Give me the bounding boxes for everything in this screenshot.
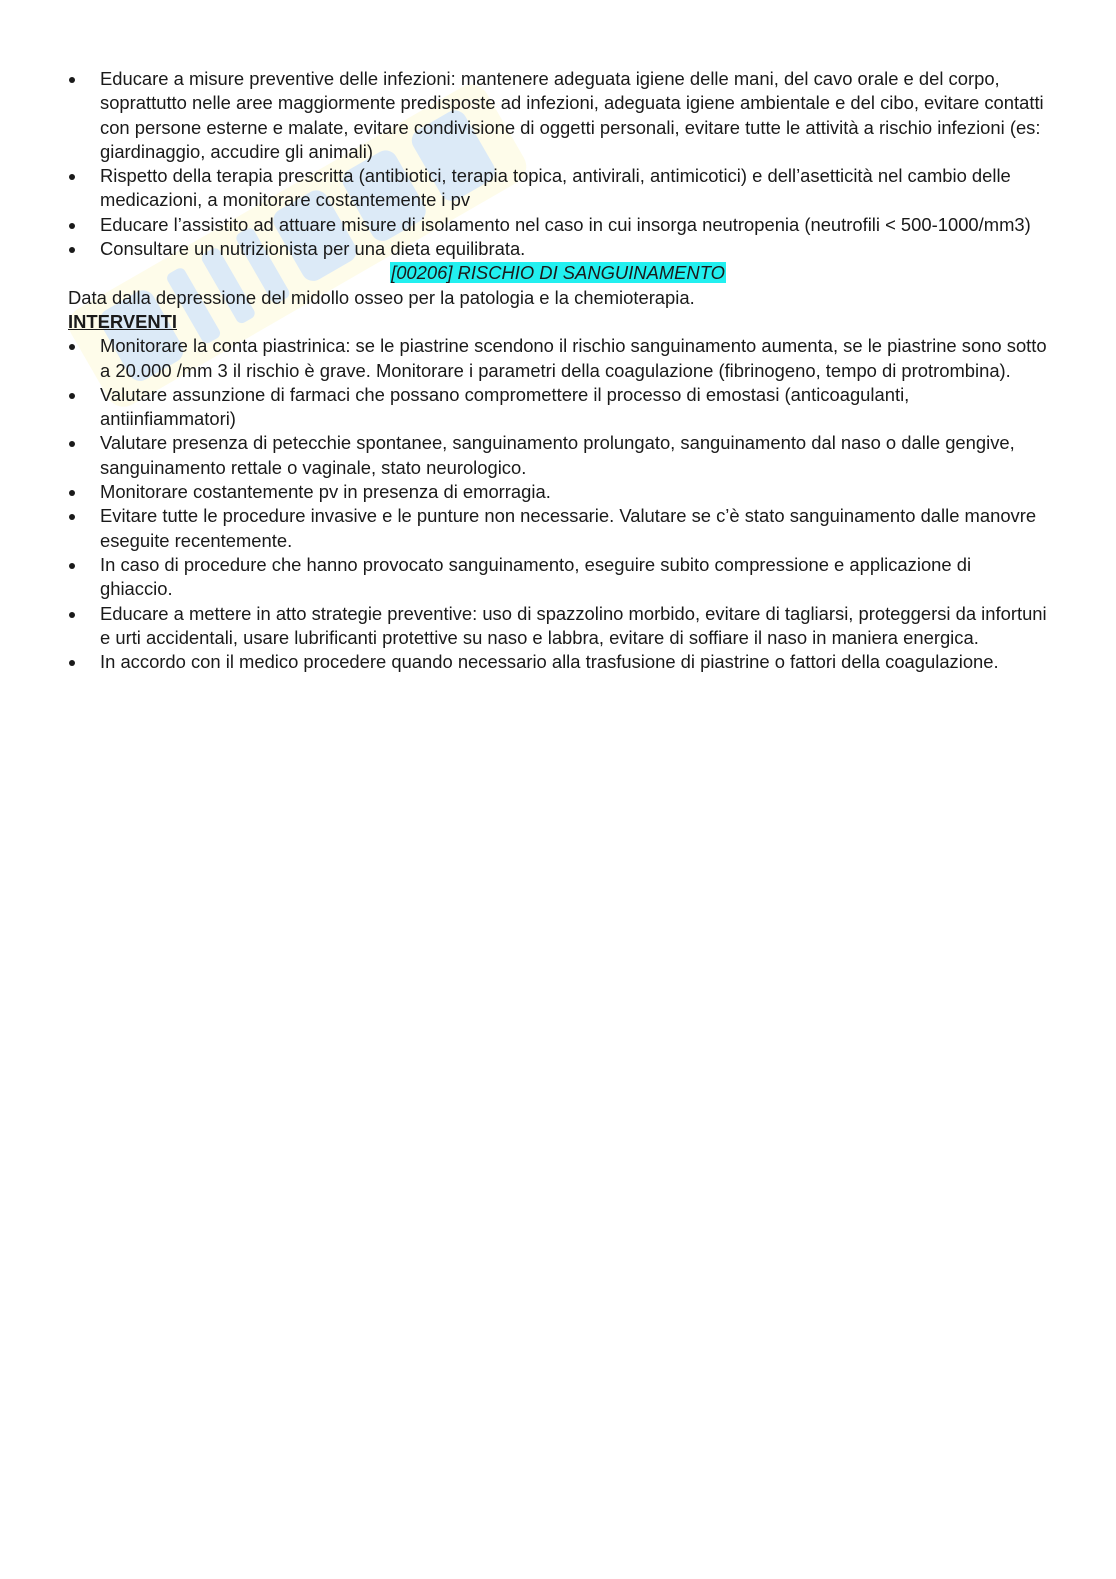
list-item: Monitorare costantemente pv in presenza di emorragia.	[68, 480, 1048, 504]
interventions-heading: INTERVENTI	[68, 310, 177, 332]
section-title-text: [00206] RISCHIO DI SANGUINAMENTO	[391, 262, 725, 284]
list-item: Monitorare la conta piastrinica: se le piastrine scendono il rischio sanguinamento aumenta, se le piastrine sono sotto a 20.000 /mm 3 il rischio è grave. Monitorare i parametri della coagulazione (fibrinogeno, tempo di protrombina).	[68, 334, 1048, 383]
list-item: Evitare tutte le procedure invasive e le punture non necessarie. Valutare se c’è stato sanguinamento dalle manovre eseguite recentemente.	[68, 504, 1048, 553]
section-description: Data dalla depressione del midollo osseo per la patologia e la chemioterapia.	[68, 286, 695, 308]
list-item: Educare a mettere in atto strategie preventive: uso di spazzolino morbido, evitare di tagliarsi, proteggersi da infortuni e urti accidentali, usare lubrificanti protettive su naso e labbra, evitare di soffiare il naso in maniera energica.	[68, 602, 1048, 651]
list-item: Valutare assunzione di farmaci che possano compromettere il processo di emostasi (anticoagulanti, antiinfiammatori)	[68, 383, 1048, 432]
list-item: In accordo con il medico procedere quando necessario alla trasfusione di piastrine o fattori della coagulazione.	[68, 650, 1048, 674]
list-item: Valutare presenza di petecchie spontanee, sanguinamento prolungato, sanguinamento dal naso o dalle gengive, sanguinamento rettale o vaginale, stato neurologico.	[68, 431, 1048, 480]
list-item: In caso di procedure che hanno provocato sanguinamento, eseguire subito compressione e applicazione di ghiaccio.	[68, 553, 1048, 602]
document-content	[68, 67, 1048, 674]
list-item: Educare a misure preventive delle infezioni: mantenere adeguata igiene delle mani, del cavo orale e del corpo, soprattutto nelle aree maggiormente predisposte ad infezioni, adeguata igiene ambientale e del cibo, evitare contatti con persone esterne e malate, evitare condivisione di oggetti personali, evitare tutte le attività a rischio infezioni (es: giardinaggio, accudire gli animali)	[68, 67, 1048, 164]
bullet-list-interventions	[68, 334, 1048, 674]
bullet-list-infection	[68, 67, 1048, 261]
section-title	[68, 261, 1048, 285]
list-item: Educare l’assistito ad attuare misure di isolamento nel caso in cui insorga neutropenia (neutrofili < 500-1000/mm3)	[68, 213, 1048, 237]
list-item: Consultare un nutrizionista per una dieta equilibrata.	[68, 237, 1048, 261]
list-item: Rispetto della terapia prescritta (antibiotici, terapia topica, antivirali, antimicotici) e dell’asetticità nel cambio delle medicazioni, a monitorare costantemente i pv	[68, 164, 1048, 213]
